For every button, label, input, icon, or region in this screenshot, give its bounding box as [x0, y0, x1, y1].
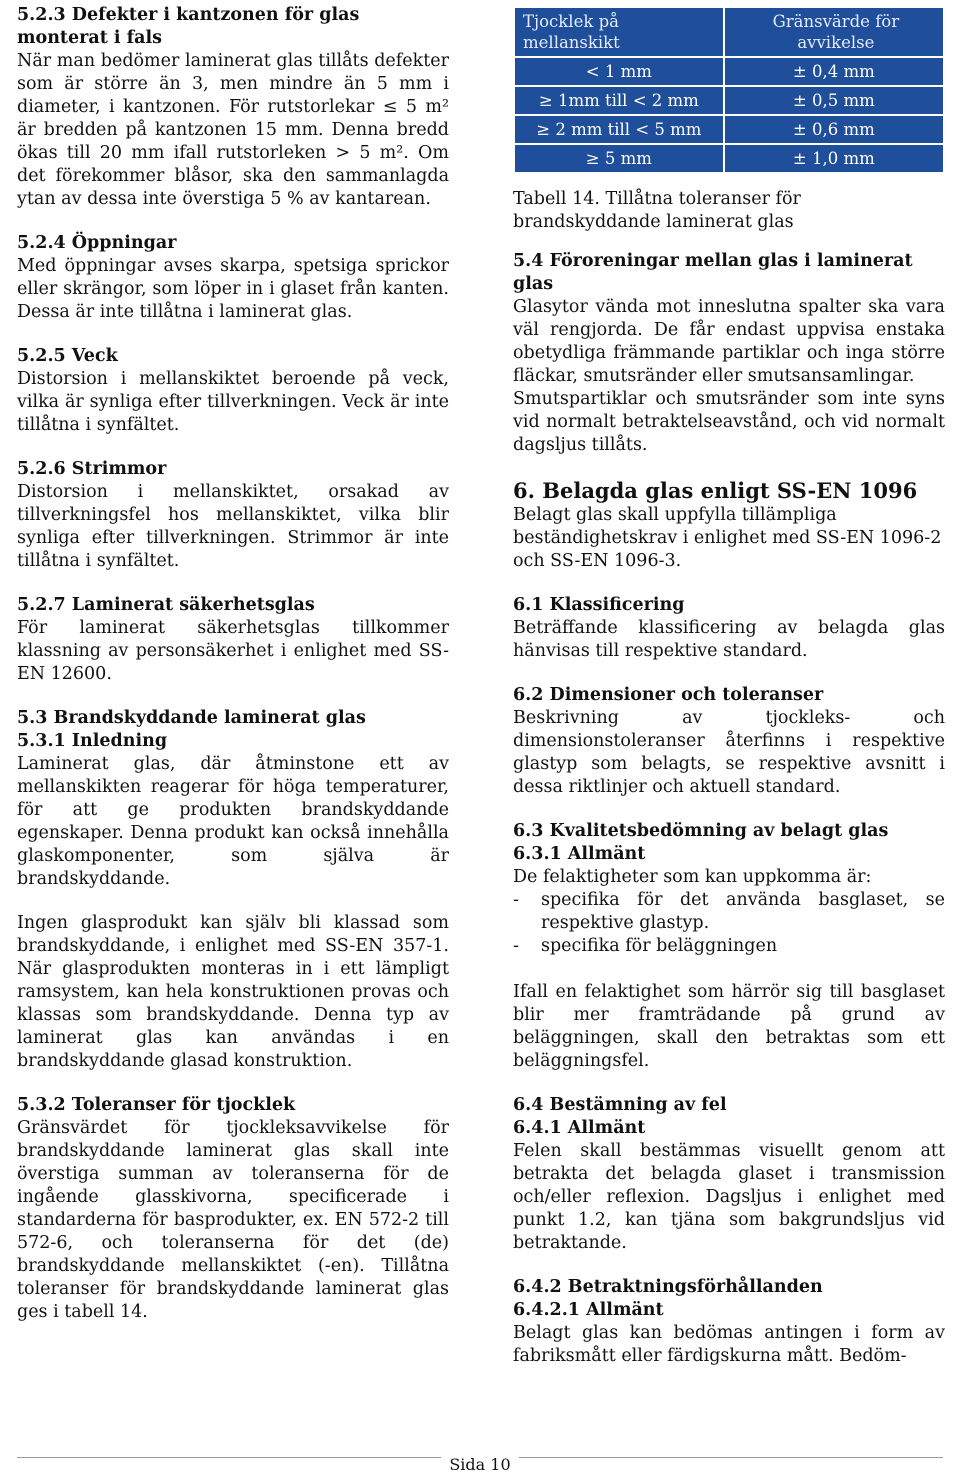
table-row [515, 116, 943, 143]
table-cell: ± 0,5 mm [725, 87, 943, 114]
paragraph-5-2-5: Distorsion i mellanskiktet beroende på veck, vilka är synliga efter tillverkningen. Veck är inte tillåtna i synfältet. [17, 369, 449, 435]
heading-5-2-4: 5.2.4 Öppningar [17, 233, 177, 253]
section-6-4-2 [513, 1276, 945, 1368]
paragraph-6-2: Beskrivning av tjockleks- och dimensionstoleranser återfinns i respektive glastyp som belagts, se respektive avsnitt i dessa riktlinjer och aktuell standard. [513, 708, 945, 797]
table-row [515, 87, 943, 114]
paragraph-6-1: Beträffande klassificering av belagda glas hänvisas till respektive standard. [513, 618, 945, 661]
table-cell: ± 1,0 mm [725, 145, 943, 172]
paragraph-5-4-b: Smutspartiklar och smutsränder som inte syns vid normalt betraktelseavstånd, och vid normalt dagsljus tillåts. [513, 389, 945, 455]
table-cell: ± 0,6 mm [725, 116, 943, 143]
heading-6-2: 6.2 Dimensioner och toleranser [513, 685, 824, 705]
right-column [513, 4, 945, 1389]
heading-6-3-1: 6.3.1 Allmänt [513, 844, 646, 864]
section-5-2-7 [17, 594, 449, 686]
table-cell: ≥ 5 mm [515, 145, 723, 172]
table-row [515, 58, 943, 85]
paragraph-5-3-2: Gränsvärdet för tjockleksavvikelse för brandskyddande laminerat glas skall inte överstiga summan av toleranserna för de ingående glasskivorna, specificerade i standarderna för basprodukter, ex. EN 572-2 till 572-6, och toleranserna för det (de) brandskyddande mellanskiktet (-en). Tillåtna toleranser för brandskyddande laminerat glas ges i tabell 14. [17, 1118, 449, 1322]
paragraph-5-2-4: Med öppningar avses skarpa, spetsiga sprickor eller skrängor, som löper in i glaset från kanten. Dessa är inte tillåtna i laminerat glas. [17, 256, 449, 322]
table-header-row [515, 8, 943, 56]
heading-6-4-2: 6.4.2 Betraktningsförhållanden [513, 1277, 823, 1297]
heading-6: 6. Belagda glas enligt SS-EN 1096 [513, 478, 918, 503]
paragraph-6: Belagt glas skall uppfylla tillämpliga beständighetskrav i enlighet med SS-EN 1096-2 och SS-EN 1096-3. [513, 505, 942, 571]
heading-5-2-5: 5.2.5 Veck [17, 346, 118, 366]
heading-5-3-1: 5.3.1 Inledning [17, 731, 168, 751]
section-5-2-4 [17, 232, 449, 324]
section-5-2-3 [17, 4, 449, 211]
heading-6-1: 6.1 Klassificering [513, 595, 685, 615]
heading-5-2-3: 5.2.3 Defekter i kantzonen för glas monterat i fals [17, 5, 360, 48]
heading-6-4-1: 6.4.1 Allmänt [513, 1118, 646, 1138]
section-6 [513, 478, 945, 573]
page-number: Sida 10 [441, 1455, 518, 1474]
heading-5-4: 5.4 Föroreningar mellan glas i laminerat glas [513, 251, 913, 294]
table-header-limit: Gränsvärde för avvikelse [725, 8, 943, 56]
list-item: - specifika för beläggningen [513, 935, 945, 958]
left-column [17, 4, 449, 1345]
paragraph-5-2-3: När man bedömer laminerat glas tillåts defekter som är större än 3, men mindre än 5 mm i diameter, i kantzonen. För rutstorlekar ≤ 5 m² är bredden på kantzonen 15 mm. Denna bredd ökas till 20 mm ifall rutstorleken > 5 m². Om det förekommer blåsor, ska den sammanlagda ytan av dessa inte överstiga 5 % av kantarean. [17, 51, 449, 209]
paragraph-5-2-7: För laminerat säkerhetsglas tillkommer klassning av personsäkerhet i enlighet med SS-EN 12600. [17, 618, 449, 684]
heading-5-2-6: 5.2.6 Strimmor [17, 459, 167, 479]
section-5-2-6 [17, 458, 449, 573]
paragraph-6-4-2-1: Belagt glas kan bedömas antingen i form av fabriksmått eller färdigskurna mått. Bedöm- [513, 1323, 945, 1366]
table-cell: ≥ 1mm till < 2 mm [515, 87, 723, 114]
section-5-3 [17, 707, 449, 1073]
table-cell: ± 0,4 mm [725, 58, 943, 85]
heading-6-3: 6.3 Kvalitetsbedömning av belagt glas [513, 821, 889, 841]
section-6-1 [513, 594, 945, 663]
section-5-4 [513, 250, 945, 457]
page-footer [0, 1455, 960, 1474]
heading-5-3-2: 5.3.2 Toleranser för tjocklek [17, 1095, 296, 1115]
table-header-thickness: Tjocklek på mellanskikt [515, 8, 723, 56]
paragraph-6-3-1: Ifall en felaktighet som härrör sig till basglaset blir mer framträdande på grund av beläggningen, skall den betraktas som ett beläggningsfel. [513, 982, 945, 1071]
tolerance-table [513, 6, 945, 174]
section-5-2-5 [17, 345, 449, 437]
heading-6-4: 6.4 Bestämning av fel [513, 1095, 727, 1115]
table-cell: ≥ 2 mm till < 5 mm [515, 116, 723, 143]
paragraph-6-4-1: Felen skall bestämmas visuellt genom att betrakta det belagda glaset i transmission och/eller reflexion. Dagsljus i enlighet med punkt 1.2, kan tjäna som bakgrundsljus vid betraktande. [513, 1141, 945, 1253]
defect-list [513, 889, 945, 958]
paragraph-5-4-a: Glasytor vända mot inneslutna spalter ska vara väl rengjorda. De får endast uppvisa enstaka obetydliga främmande partiklar och inga större fläckar, smutsränder eller smutsansamlingar. [513, 297, 945, 386]
heading-5-3: 5.3 Brandskyddande laminerat glas [17, 708, 366, 728]
paragraph-5-2-6: Distorsion i mellanskiktet, orsakad av tillverkningsfel hos mellanskiktet, vilka blir synliga efter tillverkningen. Strimmor är inte tillåtna i synfältet. [17, 482, 449, 571]
paragraph-5-3-1-b: Ingen glasprodukt kan själv bli klassad som brandskyddande, i enlighet med SS-EN 357-1. När glasprodukten monteras in i ett lämpligt ramsystem, kan hela konstruktionen provas och klassas som brandskyddande. Denna typ av laminerat glas kan användas i en brandskyddande glasad konstruktion. [17, 913, 449, 1071]
section-5-3-2 [17, 1094, 449, 1324]
table-cell: < 1 mm [515, 58, 723, 85]
table-row [515, 145, 943, 172]
heading-5-2-7: 5.2.7 Laminerat säkerhetsglas [17, 595, 315, 615]
section-6-3 [513, 820, 945, 1073]
list-item: - specifika för det använda basglaset, se respektive glastyp. [513, 889, 945, 935]
section-6-4 [513, 1094, 945, 1255]
paragraph-5-3-1-a: Laminerat glas, där åtminstone ett av mellanskikten reagerar för höga temperaturer, för att ge produkten brandskyddande egenskaper. Denna produkt kan också innehålla glaskomponenter, som själva är brandskyddande. [17, 754, 449, 889]
heading-6-4-2-1: 6.4.2.1 Allmänt [513, 1300, 664, 1320]
table-caption: Tabell 14. Tillåtna toleranser för brandskyddande laminerat glas [513, 189, 801, 232]
section-6-2 [513, 684, 945, 799]
paragraph-6-3-1-intro: De felaktigheter som kan uppkomma är: [513, 867, 872, 887]
